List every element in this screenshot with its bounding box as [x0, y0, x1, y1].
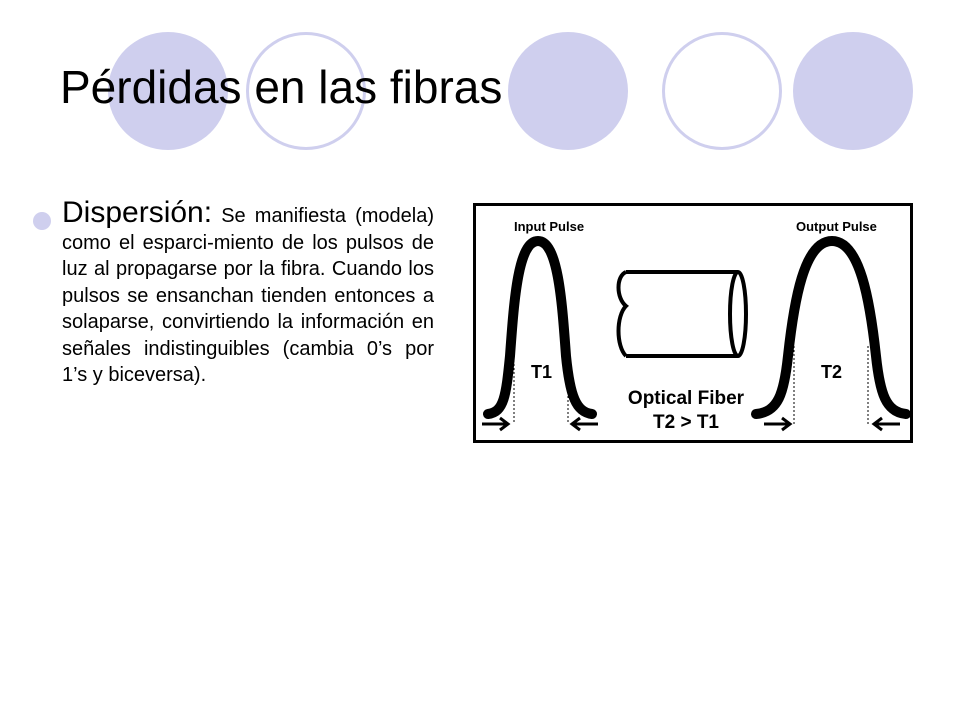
input-pulse-left-arrow: [482, 418, 508, 430]
fiber-label: Optical Fiber: [627, 388, 745, 409]
output-pulse-curve: [756, 241, 906, 414]
decor-circle-5: [793, 32, 913, 150]
input-pulse-label: Input Pulse: [514, 219, 585, 234]
output-pulse-right-arrow: [874, 418, 900, 430]
bullet-term: Dispersión:: [62, 196, 213, 229]
slide-title: Pérdidas en las fibras: [60, 61, 503, 113]
fiber-end-left: [619, 272, 627, 356]
fiber-body: [626, 272, 738, 356]
t2-label: T2: [821, 362, 843, 382]
decor-circle-4: [662, 32, 782, 150]
output-pulse-left-arrow: [764, 418, 790, 430]
decor-circle-3: [508, 32, 628, 150]
bullet-marker: [33, 212, 51, 230]
dispersion-figure: [473, 203, 913, 443]
fiber-relation-label: T2 > T1: [653, 412, 719, 433]
bullet-paragraph: [62, 196, 434, 389]
input-pulse-right-arrow: [572, 418, 598, 430]
fiber-end-right: [730, 272, 746, 356]
input-pulse-curve: [488, 241, 592, 414]
bullet-text: Se manifiesta (modela) como el esparci-miento de los pulsos de luz al propagarse por la fibra. Cuando los pulsos se ensanchan tienden entonces a solaparse, convirtiendo la información en señales indistinguibles (cambia 0’s por 1’s y biceversa).: [62, 205, 434, 386]
dispersion-diagram: [476, 206, 910, 440]
t1-label: T1: [531, 362, 553, 382]
output-pulse-label: Output Pulse: [796, 219, 877, 234]
